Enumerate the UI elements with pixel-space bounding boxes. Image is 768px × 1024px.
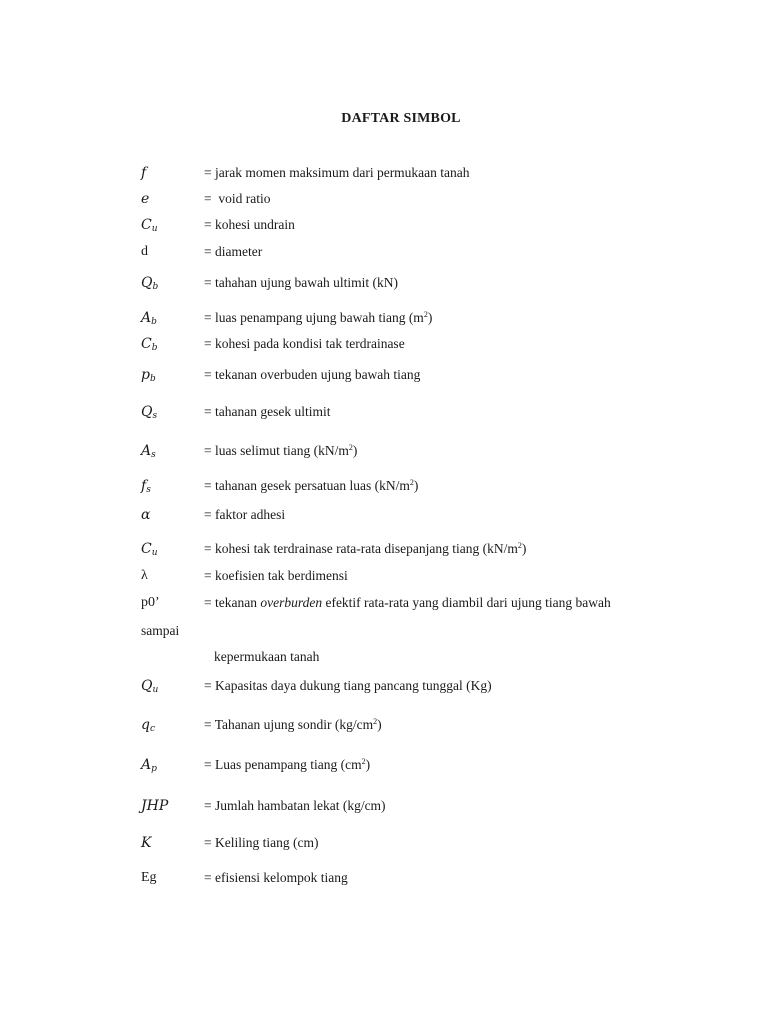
symbol-row [0,364,768,386]
symbol: p0’ [141,595,160,610]
symbol-definition: = Keliling tiang (cm) [204,835,319,850]
symbol: $C_b$ [141,336,158,353]
symbol-row [0,440,768,462]
symbol-row [0,565,768,587]
symbol: $Q_u$ [141,678,159,695]
symbol: $C_u$ [141,217,158,234]
symbol: $A_p$ [141,757,157,774]
symbol-row [0,504,768,526]
symbol-definition: = Tahanan ujung sondir $(kg/cm^2)$ [204,717,382,732]
symbol-definition: = diameter [204,244,263,259]
symbol-definition: = tekanan overburden efektif rata-rata yang diambil dari ujung tiang bawah [204,595,611,610]
symbol-row [0,241,768,263]
symbol-definition: = Kapasitas daya dukung tiang pancang tunggal (Kg) [204,678,492,693]
symbol: $q_c$ [141,717,156,734]
symbol: $f_s$ [141,478,151,495]
symbol-row [0,795,768,817]
symbol: $A_s$ [141,443,156,460]
symbol-definition: = void ratio [204,191,271,206]
symbol-row [0,307,768,329]
symbol: $Q_b$ [141,275,159,292]
symbol-row [0,162,768,184]
definition-continuation: sampai [141,623,180,638]
symbol-row [0,675,768,697]
symbol-row [0,401,768,423]
symbol-definition: = luas selimut tiang $(kN/m^2)$ [204,443,358,458]
symbol: $p_b$ [141,367,156,384]
symbol-row [0,832,768,854]
symbol-definition: = kohesi undrain [204,217,295,232]
symbol-definition: = tahanan gesek persatuan luas $(kN/m^2)$ [204,478,419,493]
symbol-row [0,592,768,614]
symbol-definition: = koefisien tak berdimensi [204,568,348,583]
symbol-definition: = jarak momen maksimum dari permukaan tanah [204,165,470,180]
symbol-row [0,272,768,294]
symbol-row [0,538,768,560]
symbol: $C_u$ [141,541,158,558]
symbol-definition: = tahanan gesek ultimit [204,404,331,419]
symbol-definition: = Luas penampang tiang $(cm^2)$ [204,757,371,772]
symbol-definition: = tekanan overbuden ujung bawah tiang [204,367,421,382]
symbol-row [0,214,768,236]
symbol: f [141,165,147,181]
symbol-definition: = luas penampang ujung bawah tiang $(m^2)$ [204,310,433,325]
symbol-definition: = efisiensi kelompok tiang [204,870,348,885]
symbol: λ [141,568,148,583]
symbol: JHP [141,798,169,814]
symbol-row [0,188,768,210]
symbol-definition: = Jumlah hambatan lekat (kg/cm) [204,798,386,813]
symbol-definition: = kohesi pada kondisi tak terdrainase [204,336,405,351]
symbol: $A_b$ [141,310,157,327]
definition-continuation: kepermukaan tanah [214,649,320,664]
symbol-row [0,333,768,355]
symbol-definition: = kohesi tak terdrainase rata-rata disepanjang tiang $(kN/m^2)$ [204,541,527,556]
page-title: DAFTAR SIMBOL [341,111,461,126]
symbol-definition: = tahahan ujung bawah ultimit (kN) [204,275,398,290]
symbol-row [0,475,768,497]
symbol-row [0,867,768,889]
symbol-definition: = faktor adhesi [204,507,286,522]
symbol-row [0,714,768,736]
symbol: $Q_s$ [141,404,158,421]
symbol: d [141,244,148,259]
symbol: e [141,191,150,207]
symbol: α [141,507,151,523]
symbol: K [141,835,152,851]
symbol: Eg [141,870,157,885]
symbol-row [0,754,768,776]
